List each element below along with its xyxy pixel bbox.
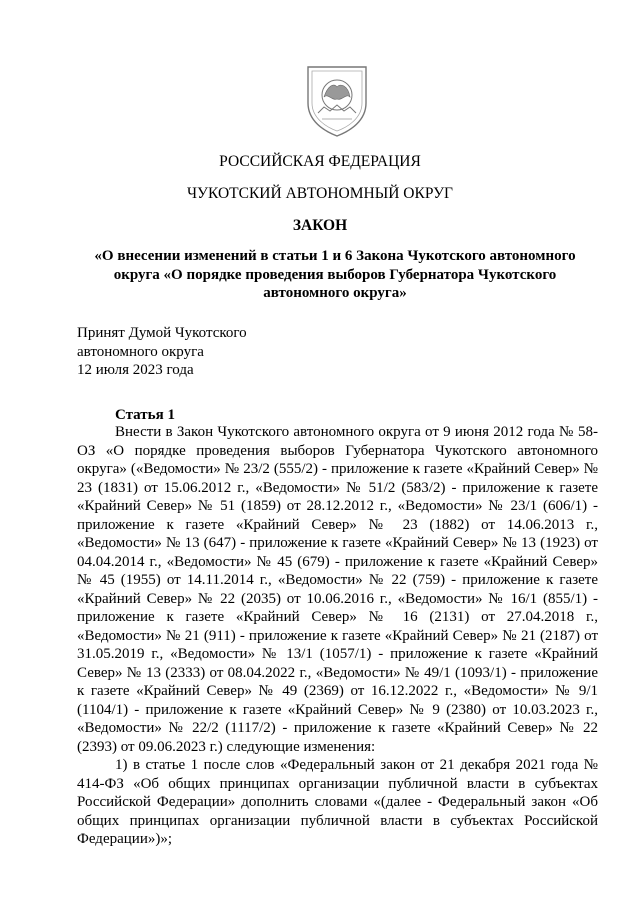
article-item-1: 1) в статье 1 после слов «Федеральный закон от 21 декабря 2021 года № 414-ФЗ «Об общих принципах организации публичной власти в субъектах Российской Федерации» дополнить словами «(далее - Федеральный закон «Об общих принципах организации публичной власти в субъектах Российской Федерации»)»;	[77, 757, 598, 847]
law-title: «О внесении изменений в статьи 1 и 6 Закона Чукотского автономного округа «О порядке проведения выборов Губернатора Чукотского автономного округа»	[94, 248, 576, 301]
country-heading: РОССИЙСКАЯ ФЕДЕРАЦИЯ	[219, 153, 421, 170]
adoption-line-2: автономного округа	[77, 343, 204, 360]
article-body	[77, 423, 598, 849]
doc-type-heading: ЗАКОН	[292, 217, 348, 234]
article-heading: Статья 1	[115, 407, 175, 423]
adoption-block	[77, 324, 247, 380]
region-heading: ЧУКОТСКИЙ АВТОНОМНЫЙ ОКРУГ	[186, 185, 454, 202]
coat-of-arms-icon	[304, 63, 370, 139]
adoption-line-1: Принят Думой Чукотского	[77, 325, 247, 341]
adoption-date: 12 июля 2023 года	[77, 362, 194, 378]
article-intro-paragraph: Внести в Закон Чукотского автономного округа от 9 июня 2012 года № 58-ОЗ «О порядке проведения выборов Губернатора Чукотского автономного округа» («Ведомости» № 23/2 (555/2) - приложение к газете «Крайний Север» № 23 (1831) от 15.06.2012 г., «Ведомости» № 51/2 (583/2) - приложение к газете «Крайний Север» № 51 (1859) от 28.12.2012 г., «Ведомости» № 23/1 (606/1) - приложение к газете «Крайний Север» № 23 (1882) от 14.06.2013 г., «Ведомости» № 13 (647) - приложение к газете «Крайний Север» № 13 (1923) от 04.04.2014 г., «Ведомости» № 45 (679) - приложение к газете «Крайний Север» № 45 (1955) от 14.11.2014 г., «Ведомости» № 22 (759) - приложение к газете «Крайний Север» № 22 (2035) от 10.06.2016 г., «Ведомости» № 16/1 (855/1) - приложение к газете «Крайний Север» № 16 (2131) от 27.04.2018 г., «Ведомости» № 21 (911) - приложение к газете «Крайний Север» № 21 (2187) от 31.05.2019 г., «Ведомости» № 13/1 (1057/1) - приложение к газете «Крайний Север» № 13 (2333) от 08.04.2022 г., «Ведомости» № 49/1 (1093/1) - приложение к газете «Крайний Север» № 49 (2369) от 16.12.2022 г., «Ведомости» № 9/1 (1104/1) - приложение к газете «Крайний Север» № 9 (2380) от 10.03.2023 г., «Ведомости» № 22/2 (1117/2) - приложение к газете «Крайний Север» № 22 (2393) от 09.06.2023 г.) следующие изменения:	[77, 424, 598, 755]
